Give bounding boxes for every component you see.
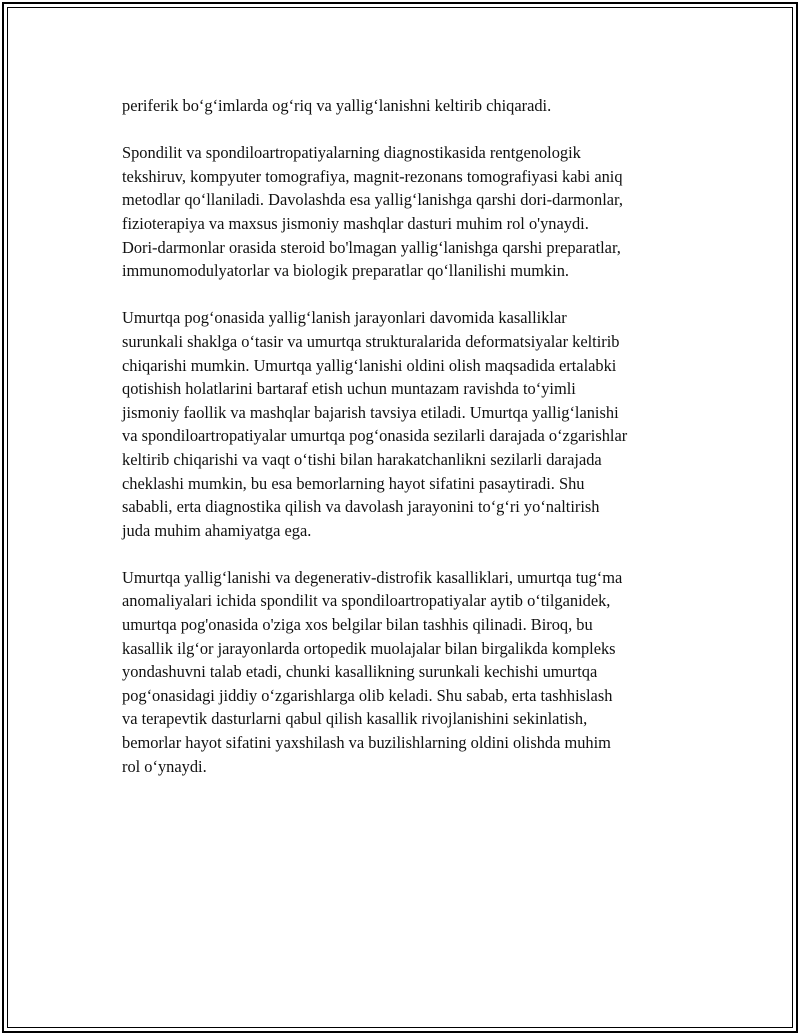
- text-line: jismoniy faollik va mashqlar bajarish tavsiya etiladi. Umurtqa yallig‘lanishi: [122, 402, 619, 422]
- document-body: [122, 94, 702, 802]
- paragraph-4: [122, 566, 702, 778]
- page-frame: [2, 2, 798, 1033]
- text-line: pog‘onasidagi jiddiy o‘zgarishlarga olib keladi. Shu sabab, erta tashhislash: [122, 685, 613, 705]
- text-line: yondashuvni talab etadi, chunki kasallikning surunkali kechishi umurtqa: [122, 662, 598, 682]
- text-line: metodlar qo‘llaniladi. Davolashda esa yallig‘lanishga qarshi dori-darmonlar,: [122, 190, 623, 210]
- text-line: Umurtqa yallig‘lanishi va degenerativ-distrofik kasalliklari, umurtqa tug‘ma: [122, 567, 623, 587]
- text-line: fizioterapiya va maxsus jismoniy mashqlar dasturi muhim rol o'ynaydi.: [122, 213, 589, 233]
- text-line: sababli, erta diagnostika qilish va davolash jarayonini to‘g‘ri yo‘naltirish: [122, 497, 600, 517]
- text-line: chiqarishi mumkin. Umurtqa yallig‘lanishi oldini olish maqsadida ertalabki: [122, 355, 617, 375]
- paragraph-3: [122, 306, 702, 542]
- text-line: Spondilit va spondiloartropatiyalarning diagnostikasida rentgenologik: [122, 143, 581, 163]
- paragraph-2: [122, 141, 702, 283]
- text-line: va terapevtik dasturlarni qabul qilish kasallik rivojlanishini sekinlatish,: [122, 709, 588, 729]
- text-line: rol o‘ynaydi.: [122, 756, 207, 776]
- text-line: anomaliyalari ichida spondilit va spondiloartropatiyalar aytib o‘tilganidek,: [122, 591, 611, 611]
- text-line: Dori-darmonlar orasida steroid bo'lmagan yallig‘lanishga qarshi preparatlar,: [122, 237, 621, 257]
- text-line: qotishish holatlarini bartaraf etish uchun muntazam ravishda to‘yimli: [122, 379, 576, 399]
- text-line: tekshiruv, kompyuter tomografiya, magnit-rezonans tomografiyasi kabi aniq: [122, 166, 623, 186]
- text-line: kasallik ilg‘or jarayonlarda ortopedik muolajalar bilan birgalikda kompleks: [122, 638, 616, 658]
- text-line: bemorlar hayot sifatini yaxshilash va buzilishlarning oldini olishda muhim: [122, 733, 611, 753]
- text-line: Umurtqa pog‘onasida yallig‘lanish jarayonlari davomida kasalliklar: [122, 308, 567, 328]
- text-line: surunkali shaklga o‘tasir va umurtqa strukturalarida deformatsiyalar keltirib: [122, 331, 620, 351]
- text-line: keltirib chiqarishi va vaqt o‘tishi bilan harakatchanlikni sezilarli darajada: [122, 449, 602, 469]
- text-line: umurtqa pog'onasida o'ziga xos belgilar bilan tashhis qilinadi. Biroq, bu: [122, 615, 593, 635]
- text-line: immunomodulyatorlar va biologik preparatlar qo‘llanilishi mumkin.: [122, 261, 570, 281]
- text-line: periferik bo‘g‘imlarda og‘riq va yallig‘lanishni keltirib chiqaradi.: [122, 96, 552, 115]
- paragraph-1: [122, 94, 702, 118]
- text-line: cheklashi mumkin, bu esa bemorlarning hayot sifatini pasaytiradi. Shu: [122, 473, 585, 493]
- text-line: juda muhim ahamiyatga ega.: [122, 520, 312, 540]
- text-line: va spondiloartropatiyalar umurtqa pog‘onasida sezilarli darajada o‘zgarishlar: [122, 426, 628, 446]
